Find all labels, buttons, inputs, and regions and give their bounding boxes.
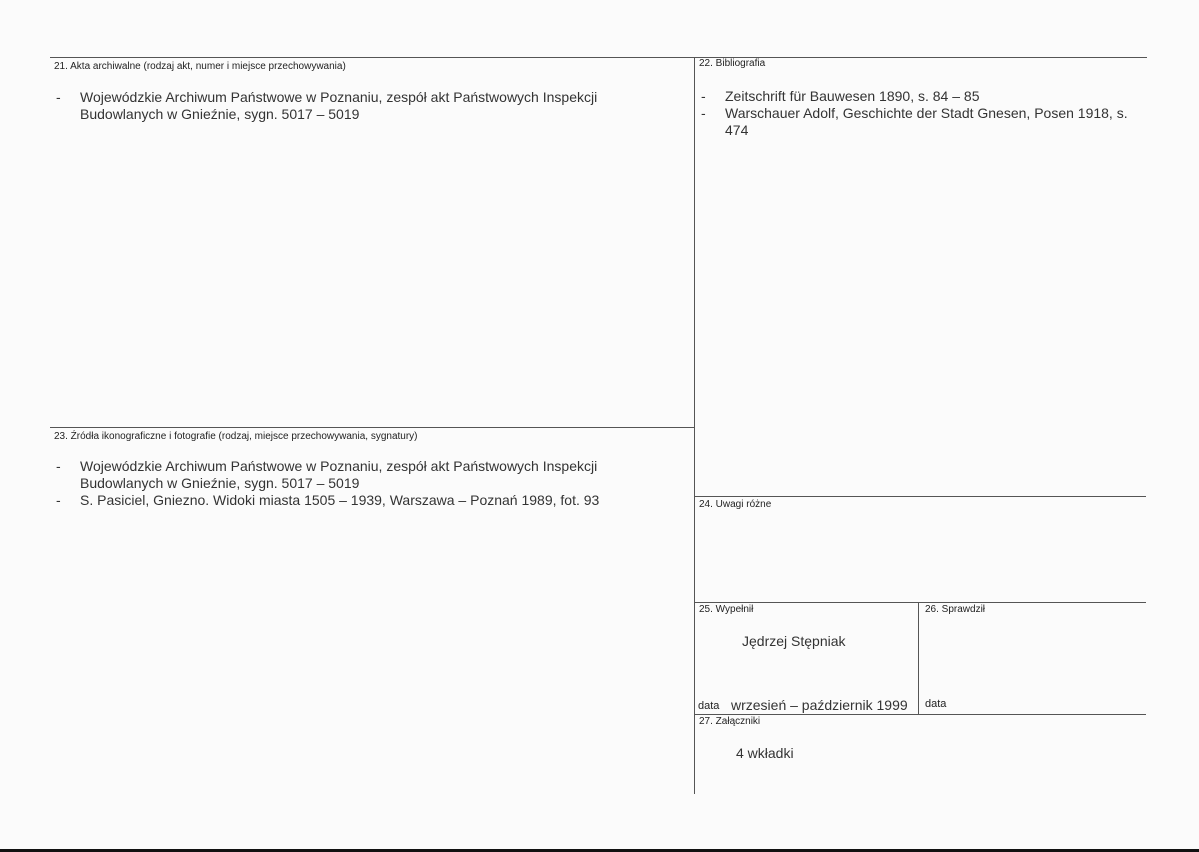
item-line: Budowlanych w Gnieźnie, sygn. 5017 – 5019: [80, 106, 360, 122]
item-line: Zeitschrift für Bauwesen 1890, s. 84 – 85: [725, 88, 980, 104]
list-dash: -: [56, 458, 61, 474]
section-22-label: 22. Bibliografia: [699, 58, 766, 69]
list-dash: -: [701, 105, 706, 121]
attachments-value: 4 wkładki: [736, 745, 794, 761]
section-21-item: [56, 89, 676, 125]
section-23-top-line: [50, 427, 694, 428]
list-dash: -: [56, 492, 61, 508]
section-23-item: [56, 458, 676, 494]
filled-by-date-value: wrzesień – październik 1999: [731, 697, 908, 713]
item-line: Wojewódzkie Archiwum Państwowe w Poznaniu, zespół akt Państwowych Inspekcji: [80, 458, 598, 474]
item-line: S. Pasiciel, Gniezno. Widoki miasta 1505 – 1939, Warszawa – Poznań 1989, fot. 93: [80, 492, 600, 508]
section-21-label: 21. Akta archiwalne (rodzaj akt, numer i miejsce przechowywania): [54, 61, 346, 72]
top-border-line: [50, 57, 1147, 58]
section-26-label: 26. Sprawdził: [925, 604, 986, 615]
section-22-item: [701, 88, 1141, 106]
section-27-top-line: [694, 714, 1146, 715]
item-line: Wojewódzkie Archiwum Państwowe w Poznaniu, zespół akt Państwowych Inspekcji: [80, 89, 598, 105]
section-25-26-divider-line: [918, 602, 919, 714]
center-divider-line: [694, 57, 695, 794]
section-23-item: [56, 492, 676, 510]
section-27-label: 27. Załączniki: [699, 716, 761, 727]
list-dash: -: [56, 89, 61, 105]
section-23-label: 23. Źródła ikonograficzne i fotografie (rodzaj, miejsce przechowywania, sygnatury): [54, 431, 418, 442]
checked-by-date-label: data: [925, 698, 947, 710]
item-line: Budowlanych w Gnieźnie, sygn. 5017 – 5019: [80, 475, 360, 491]
list-dash: -: [701, 88, 706, 104]
filled-by-date-label: data: [698, 700, 720, 712]
item-line: 474: [725, 122, 749, 138]
filled-by-name: Jędrzej Stępniak: [742, 633, 846, 649]
section-22-item: [701, 105, 1141, 141]
section-24-top-line: [694, 496, 1146, 497]
section-25-top-line: [694, 602, 1146, 603]
item-line: Warschauer Adolf, Geschichte der Stadt Gnesen, Posen 1918, s.: [725, 105, 1128, 121]
section-25-label: 25. Wypełnił: [699, 604, 754, 615]
section-24-label: 24. Uwagi różne: [699, 499, 772, 510]
